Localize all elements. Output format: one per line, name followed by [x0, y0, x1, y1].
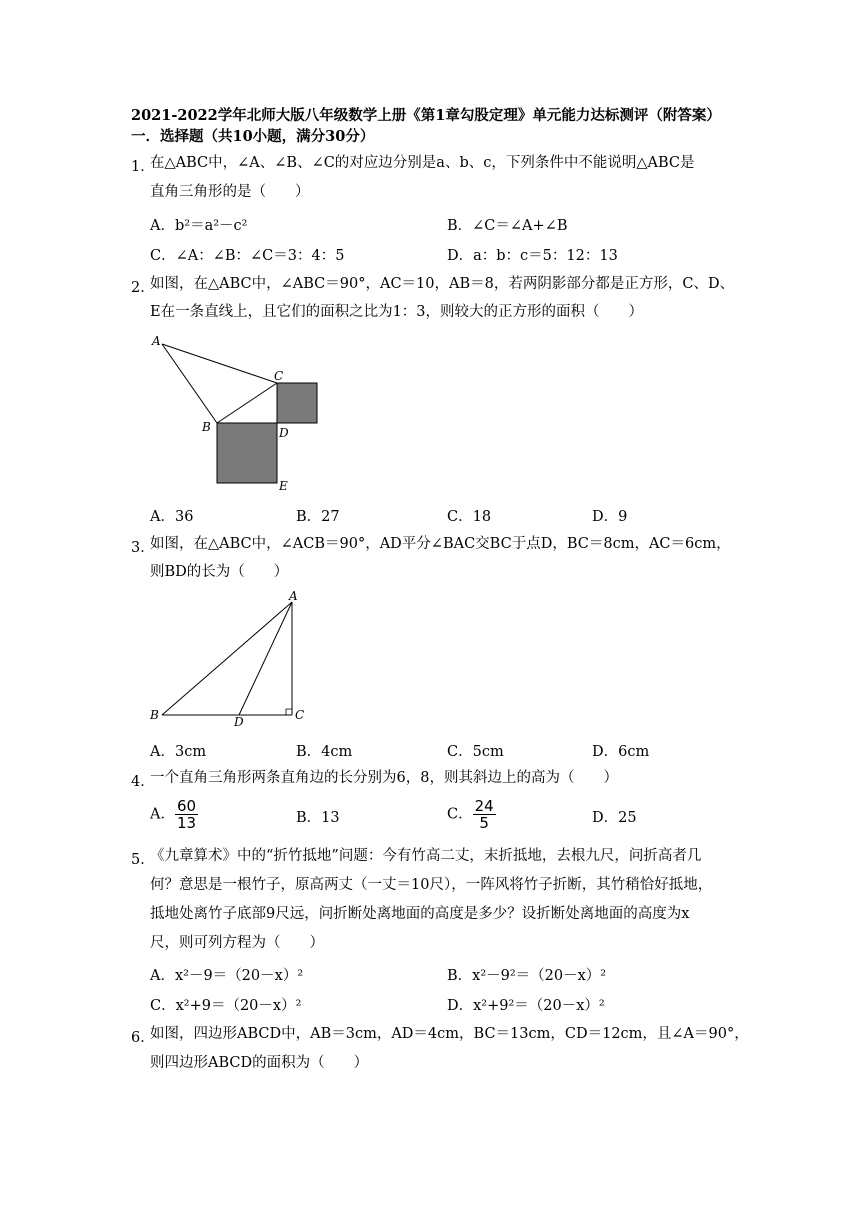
segment-bc: [217, 383, 277, 423]
fraction-numerator: 24: [474, 797, 494, 815]
option-c-prefix: C．: [447, 806, 473, 823]
document-title: 2021-2022学年北师大版八年级数学上册《第1章勾股定理》单元能力达标测评（附答案）: [131, 107, 721, 124]
question-5-option-b: B．x²－9²＝（20－x）²: [447, 968, 607, 984]
question-4-option-a: [150, 798, 198, 831]
question-1-option-b: B．∠C＝∠A+∠B: [447, 218, 568, 234]
question-3-option-d: D．6cm: [592, 744, 650, 760]
segment-ad: [239, 602, 292, 715]
label-b: B: [150, 708, 159, 722]
question-3-option-b: B．4cm: [296, 744, 353, 760]
small-square: [277, 383, 317, 423]
label-b: B: [202, 420, 211, 434]
question-4-option-d: D．25: [592, 810, 637, 826]
label-a: A: [289, 589, 298, 603]
question-2-text-line-2: E在一条直线上，且它们的面积之比为1：3，则较大的正方形的面积（ ）: [150, 304, 644, 320]
label-d: D: [234, 715, 244, 728]
segment-ac: [162, 344, 277, 383]
question-1-option-c: C．∠A：∠B：∠C＝3：4：5: [150, 248, 345, 264]
question-3-option-c: C．5cm: [447, 744, 504, 760]
question-1-option-d: D．a：b：c＝5：12：13: [447, 248, 618, 264]
label-e: E: [279, 479, 288, 493]
right-angle-mark: [286, 709, 292, 715]
option-a-prefix: A．: [150, 806, 175, 823]
question-4-text-line-1: 一个直角三角形两条直角边的长分别为6，8，则其斜边上的高为（ ）: [150, 770, 618, 786]
question-1-text-line-2: 直角三角形的是（ ）: [150, 184, 310, 200]
question-2-option-a: A．36: [150, 509, 194, 525]
fraction-numerator: 60: [176, 797, 197, 815]
fraction-60-13: [175, 798, 198, 831]
question-1-number: 1．: [131, 159, 155, 175]
question-1-option-a: A．b²＝a²－c²: [150, 218, 248, 234]
question-6-text-line-2: 则四边形ABCD的面积为（ ）: [150, 1055, 369, 1071]
label-a: A: [152, 334, 161, 348]
label-c: C: [274, 369, 284, 383]
question-3-text-line-1: 如图，在△ABC中，∠ACB＝90°，AD平分∠BAC交BC于点D，BC＝8cm，AC＝6cm，: [150, 536, 731, 552]
question-3-number: 3．: [131, 540, 155, 556]
label-d: D: [279, 426, 289, 440]
question-3-option-a: A．3cm: [150, 744, 207, 760]
question-6-number: 6．: [131, 1030, 155, 1046]
fraction-denominator: 5: [479, 814, 489, 832]
question-5-text-line-4: 尺，则可列方程为（ ）: [150, 935, 324, 951]
question-2-number: 2．: [131, 280, 155, 296]
question-4-number: 4．: [131, 774, 155, 790]
large-square: [217, 423, 277, 483]
question-4-option-b: B．13: [296, 810, 340, 826]
question-5-option-a: A．x²－9＝（20－x）²: [150, 968, 304, 984]
question-5-text-line-3: 抵地处离竹子底部9尺远，问折断处离地面的高度是多少？设折断处离地面的高度为x: [150, 906, 690, 922]
question-5-text-line-2: 何？意思是一根竹子，原高两丈（一丈＝10尺），一阵风将竹子折断，其竹稍恰好抵地，: [150, 877, 713, 893]
question-3-figure: [145, 588, 315, 728]
question-2-text-line-1: 如图，在△ABC中，∠ABC＝90°，AC＝10，AB＝8，若两阴影部分都是正方形，C、D、: [150, 276, 735, 292]
question-2-option-c: C．18: [447, 509, 492, 525]
fraction-denominator: 13: [176, 814, 197, 832]
question-2-option-d: D．9: [592, 509, 628, 525]
question-2-figure: [140, 330, 340, 495]
label-c: C: [295, 708, 305, 722]
question-5-number: 5．: [131, 852, 155, 868]
section-heading: 一．选择题（共10小题，满分30分）: [131, 128, 375, 145]
fraction-24-5: [473, 798, 496, 831]
question-5-option-d: D．x²+9²＝（20－x）²: [447, 998, 605, 1014]
question-1-text-line-1: 在△ABC中，∠A、∠B、∠C的对应边分别是a、b、c，下列条件中不能说明△ABC是: [150, 155, 695, 171]
question-5-text-line-1: 《九章算术》中的“折竹抵地”问题：今有竹高二丈，末折抵地，去根九尺，问折高者几: [150, 848, 702, 864]
question-3-text-line-2: 则BD的长为（ ）: [150, 564, 289, 580]
segment-ab: [162, 602, 292, 715]
question-6-text-line-1: 如图，四边形ABCD中，AB＝3cm，AD＝4cm，BC＝13cm，CD＝12cm，且∠A＝90°，: [150, 1026, 749, 1042]
segment-ab: [162, 344, 217, 423]
question-5-option-c: C．x²+9＝（20－x）²: [150, 998, 302, 1014]
question-4-option-c: [447, 798, 496, 831]
question-2-option-b: B．27: [296, 509, 340, 525]
